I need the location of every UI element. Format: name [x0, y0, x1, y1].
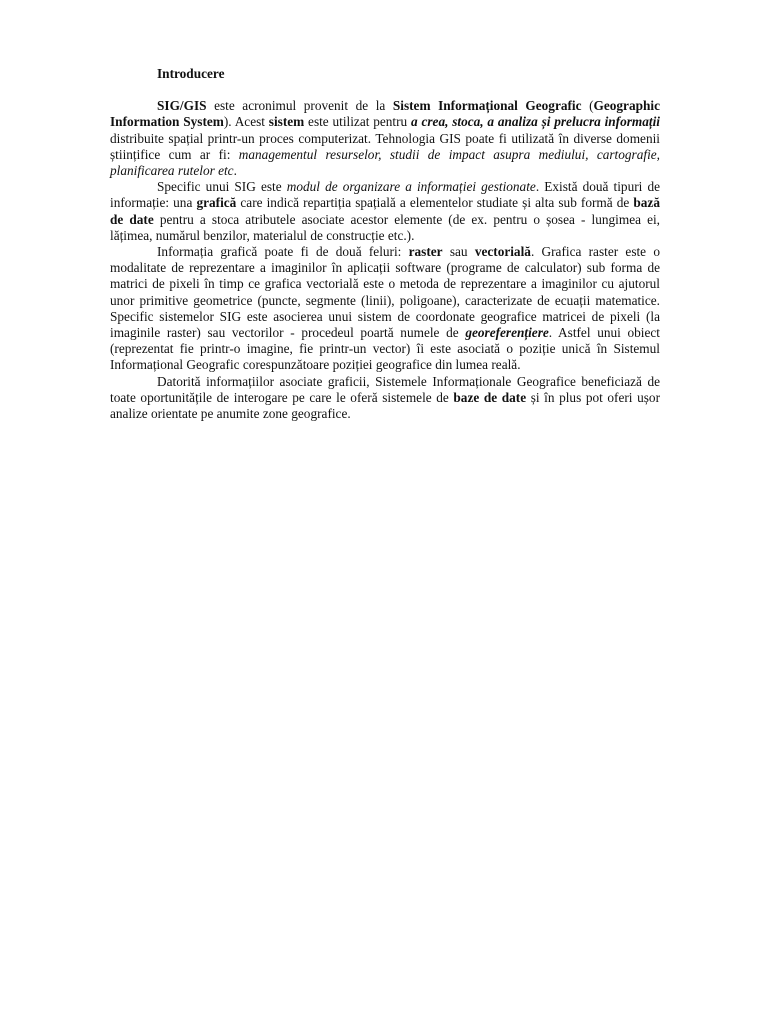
text-run: . Grafica raster este o modalitate de reprezentare a imaginilor în aplicații software (programe de calculator) sub forma de matrici de pixeli în timp ce grafica vectorială este o metoda de reprezentare a imaginilor cu ajutorul unor primitive geometrice (puncte, segmente (linii), poligoane), caracterizate de ecuații matematice. Specific sistemelor SIG este asocierea unui sistem de coordonate geografice matricei de pixeli (la imaginile raster) sau vectorilor - procedeul poartă numele de: [110, 244, 660, 341]
text-run: Specific unui SIG este: [157, 179, 287, 195]
term-bold: Sistem Informațional Geografic: [392, 98, 582, 114]
text-run: .: [233, 163, 237, 179]
paragraph-organization: [110, 179, 660, 244]
text-run: care indică repartiția spațială a elementelor studiate și alta sub formă de: [236, 195, 634, 211]
text-italic: modul de organizare a informației gestionate: [286, 179, 536, 195]
text-run: este acronimul provenit de la: [206, 98, 393, 114]
text-italic: managementul resurselor, studii de impact asupra mediului, cartografie, planificarea rutelor etc: [110, 146, 660, 179]
paragraph-intro: [110, 98, 660, 179]
term-bold: grafică: [196, 195, 237, 211]
text-run: . Astfel unui obiect (reprezentat fie printr-o imagine, fie printr-un vector) îi este asociată o poziție unică în Sistemul Informațional Geografic corespunzătoare poziției geografice din lumea reală.: [110, 325, 660, 373]
text-run: Datorită informațiilor asociate graficii, Sistemele Informaționale Geografice beneficiază de toate oportunitățile de interogare pe care le oferă sistemele de: [110, 373, 660, 405]
text-run: pentru a stoca atributele asociate acestor elemente (de ex. pentru o șosea - lungimea ei, lățimea, numărul benzilor, materialul de construcție etc.).: [110, 211, 660, 243]
term-bold-italic: a crea, stoca, a analiza și prelucra informații: [411, 114, 660, 130]
term-bold: baze de date: [453, 389, 527, 405]
document-page: [110, 66, 660, 422]
text-run: și în plus pot oferi ușor analize orientate pe anumite zone geografice.: [110, 389, 660, 422]
term-bold: sistem: [268, 114, 305, 130]
term-bold: bază de date: [110, 195, 660, 227]
text-run: distribuite spațial printr-un proces computerizat. Tehnologia GIS poate fi utilizată în diverse domenii științifice cum ar fi:: [110, 130, 660, 162]
text-run: Informația grafică poate fi de două feluri:: [157, 244, 409, 260]
text-run: (: [581, 98, 594, 114]
text-run: sau: [442, 244, 475, 260]
term-bold-italic: georeferențiere: [465, 325, 549, 341]
text-run: . Există două tipuri de informație: una: [110, 179, 660, 211]
text-run: ). Acest: [223, 114, 269, 130]
paragraph-benefits: [110, 374, 660, 423]
section-heading: Introducere: [157, 66, 225, 81]
term-bold: Geographic Information System: [110, 98, 660, 130]
paragraph-graphics: [110, 244, 660, 374]
acronym-term: SIG/GIS: [157, 98, 207, 114]
term-bold: raster: [408, 244, 443, 260]
text-run: este utilizat pentru: [304, 114, 412, 130]
term-bold: vectorială: [474, 244, 531, 260]
